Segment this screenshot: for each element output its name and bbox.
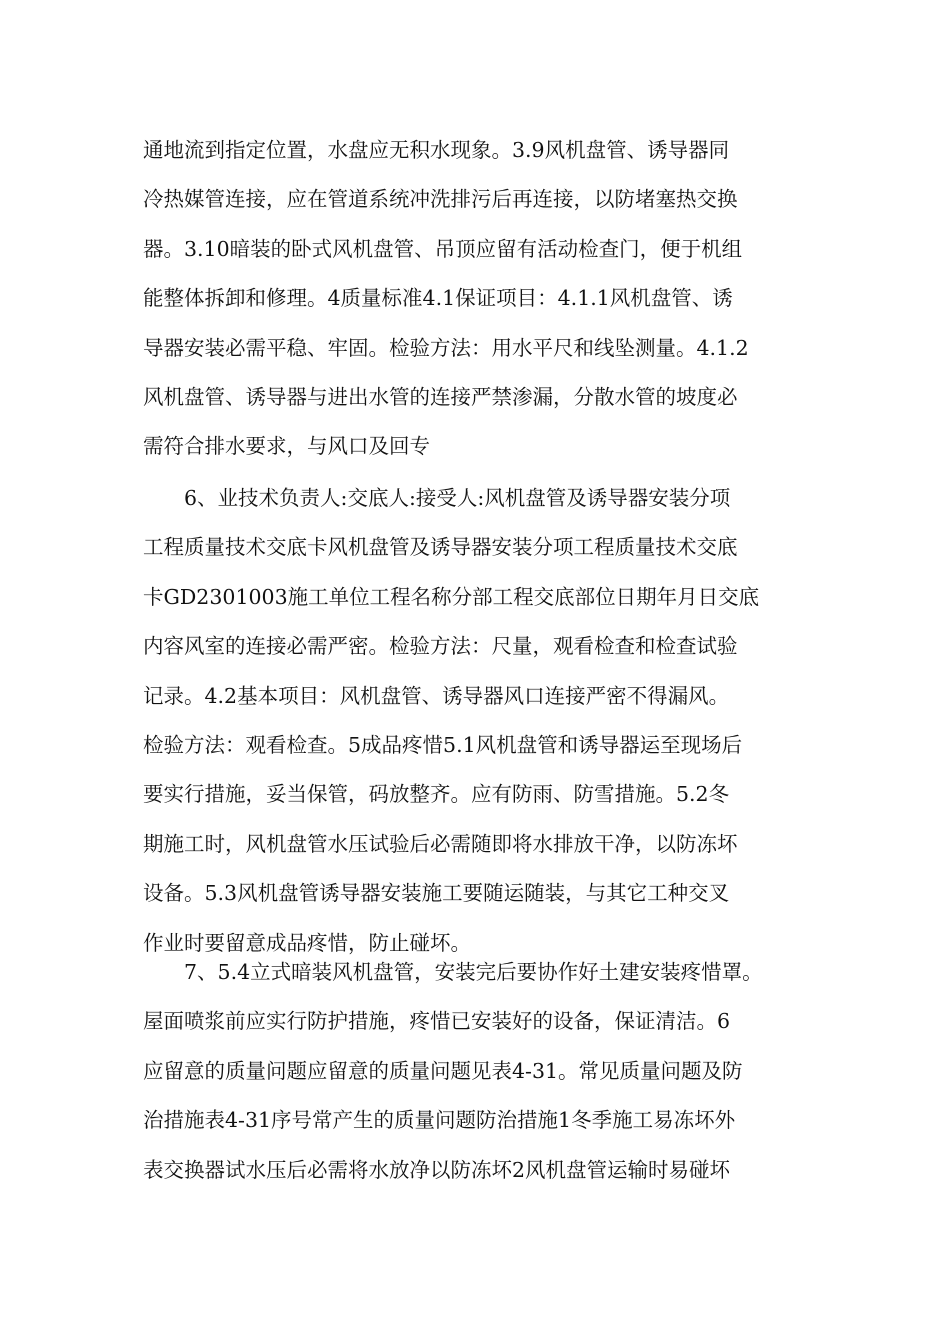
text-line: 6、业技术负责人:交底人:接受人:风机盘管及诱导器安装分项 xyxy=(184,486,731,510)
paragraph-2 xyxy=(143,474,813,968)
text-line: 屋面喷浆前应实行防护措施，疼惜已安装好的设备，保证清洁。6 xyxy=(143,1009,731,1034)
text-line: 表交换器试水压后必需将水放净以防冻坏2风机盘管运输时易碰坏 xyxy=(143,1157,731,1182)
text-line: 导器安装必需平稳、牢固。检验方法：用水平尺和线坠测量。4.1.2 xyxy=(143,335,749,360)
paragraph-3 xyxy=(143,948,813,1195)
text-line: 需符合排水要求，与风口及回专 xyxy=(143,434,430,459)
text-line: 器。3.10暗装的卧式风机盘管、吊顶应留有活动检查门，便于机组 xyxy=(143,236,743,261)
text-line: 应留意的质量问题应留意的质量问题见表4-31。常见质量问题及防 xyxy=(143,1058,743,1083)
text-line: 风机盘管、诱导器与进出水管的连接严禁渗漏，分散水管的坡度必 xyxy=(143,385,738,410)
text-line: 内容风室的连接必需严密。检验方法：尺量，观看检查和检查试验 xyxy=(143,634,738,659)
text-line: 期施工时，风机盘管水压试验后必需随即将水排放干净，以防冻坏 xyxy=(143,831,738,856)
text-line: 检验方法：观看检查。5成品疼惜5.1风机盘管和诱导器运至现场后 xyxy=(143,733,743,758)
text-line: 作业时要留意成品疼惜，防止碰坏。 xyxy=(143,930,471,955)
text-line: 7、5.4立式暗装风机盘管，安装完后要协作好土建安装疼惜罩。 xyxy=(184,960,763,984)
text-line: 卡GD2301003施工单位工程名称分部工程交底部位日期年月日交底 xyxy=(143,584,760,609)
text-line: 能整体拆卸和修理。4质量标准4.1保证项目：4.1.1风机盘管、诱 xyxy=(143,286,733,311)
text-line: 记录。4.2基本项目：风机盘管、诱导器风口连接严密不得漏风。 xyxy=(143,683,730,708)
text-line: 要实行措施，妥当保管，码放整齐。应有防雨、防雪措施。5.2冬 xyxy=(143,782,730,807)
paragraph-1 xyxy=(143,126,813,472)
text-line: 治措施表4-31序号常产生的质量问题防治措施1冬季施工易冻坏外 xyxy=(143,1108,736,1133)
text-line: 设备。5.3风机盘管诱导器安装施工要随运随装，与其它工种交叉 xyxy=(143,881,730,906)
text-line: 通地流到指定位置，水盘应无积水现象。3.9风机盘管、诱导器同 xyxy=(143,138,730,162)
text-line: 冷热媒管连接，应在管道系统冲洗排污后再连接，以防堵塞热交换 xyxy=(143,187,738,212)
text-line: 工程质量技术交底卡风机盘管及诱导器安装分项工程质量技术交底 xyxy=(143,535,738,560)
